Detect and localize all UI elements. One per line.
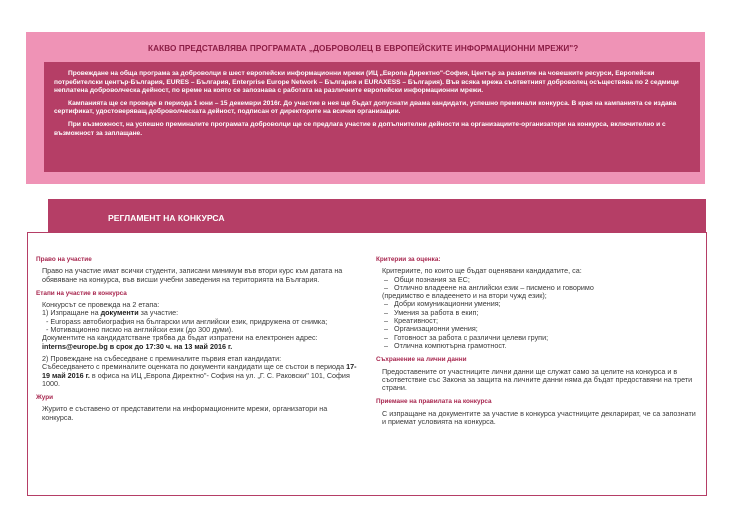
section-text: Журито е съставено от представители на информационните мрежи, организатори на конкурса.: [42, 404, 328, 422]
section-text: Критериите, по които ще бъдат оценявани кандидатите, са:: [382, 266, 582, 276]
intro-paragraph: Кампанията ще се проведе в периода 1 юни – 15 декември 2016г. До участие в нея ще бъдат допуснати двама кандидати, успешно преминали конкурса. В края на кампанията се издава сертификат, удостоверяващ доброволческата дейност, подписан от директорите на всички организации.: [54, 99, 677, 116]
rules-title: РЕГЛАМЕНТ НА КОНКУРСА: [108, 213, 225, 223]
section-text: Предоставените от участниците лични данни ще служат само за целите на конкурса и в съответствие със Закона за защита на личните данни няма да бъдат предоставяни на трети страни.: [382, 366, 693, 393]
rules-right-column: [376, 256, 698, 426]
section-heading: Съхранение на лични данни: [376, 356, 467, 364]
section-heading: Етапи на участие в конкурса: [36, 289, 127, 297]
criteria-item: – Организационни умения;: [376, 325, 698, 333]
stage-2-text-end: в офиса на ИЦ „Европа Директно"- София на ул. „Г. С. Раковски" 101, София 1000.: [42, 370, 350, 388]
list-item: - Мотивационно писмо на английски език (до 300 думи).: [46, 325, 234, 335]
stage-1-note: Документите на кандидатстване трябва да бъдат изпратени на електронен адрес:: [42, 333, 318, 343]
criteria-item: – Креативност;: [376, 317, 698, 325]
criteria-note: (предимство е владеенето и на втори чужд език);: [382, 291, 547, 301]
section-text: С изпращане на документите за участие в конкурса участниците декларират, че са запознати и приемат условията на конкурса.: [382, 408, 696, 427]
intro-paragraph: Провеждане на обща програма за доброволци в шест европейски информационни мрежи (ИЦ „Европа Директно"-София, Център за развитие на човешките ресурси, Европейски потребителски център-България, EURES – България, Enterprise Europe Network – България и EURAXESS – България). Във всяка мрежа съответният доброволец осъществява по 2 седмици неплатена доброволческа дейност, по време на която се запознава с работата на различните европейски информационни мрежи.: [54, 70, 679, 95]
intro-title: КАКВО ПРЕДСТАВЛЯВА ПРОГРАМАТА „ДОБРОВОЛЕЦ В ЕВРОПЕЙСКИТЕ ИНФОРМАЦИОННИ МРЕЖИ"?: [148, 44, 579, 53]
section-heading: Приемане на правилата на конкурса: [376, 398, 492, 406]
stage-1-suffix: за участие:: [138, 308, 179, 318]
stage-2-dates: 17-19 май 2016 г.: [42, 362, 357, 380]
criteria-item: – Умения за работа в екип;: [376, 309, 698, 317]
section-text: Право на участие имат всички студенти, записани минимум във втори курс към датата на обявяване на конкурса, във висши учебни заведения на територията на България.: [42, 266, 343, 284]
stage-1-bold: документи: [100, 308, 139, 318]
stage-2-text: Събеседването с преминалите оценката по документи кандидати ще се състои в периода: [42, 362, 347, 372]
stage-1-prefix: 1) Изпращане на: [42, 308, 101, 318]
section-text: Конкурсът се провежда на 2 етапа:: [42, 300, 160, 310]
rules-left-column: [36, 256, 358, 422]
criteria-item: – Добри комуникационни умения;: [376, 300, 698, 308]
intro-paragraph: При възможност, на успешно преминалите програмата доброволци ще се предлага участие в допълнителни дейности на организациите-организатори на конкурса, включително и с възможност за заплащане.: [54, 120, 666, 137]
intro-box: [44, 62, 700, 172]
criteria-item: – Готовност за работа с различни целеви групи;: [376, 334, 698, 342]
stage-2-details: [36, 363, 358, 388]
section-heading: Жури: [36, 394, 54, 402]
stage-1-deadline: interns@europe.bg в срок до 17:30 ч. на 13 май 2016 г.: [42, 341, 233, 351]
section-heading: Право на участие: [36, 256, 92, 263]
list-item: - Europass автобиография на български или английски език, придружена от снимка;: [46, 316, 328, 326]
section-heading: Критерии за оценка:: [376, 256, 441, 263]
stage-2: 2) Провеждане на събеседване с преминалите първия етап кандидати:: [42, 353, 282, 363]
criteria-item: – Отлична компютърна грамотност.: [376, 342, 698, 350]
criteria-item: – Отлично владеене на английски език – писмено и говоримо: [376, 284, 698, 292]
criteria-item: – Общи познания за ЕС;: [376, 276, 698, 284]
